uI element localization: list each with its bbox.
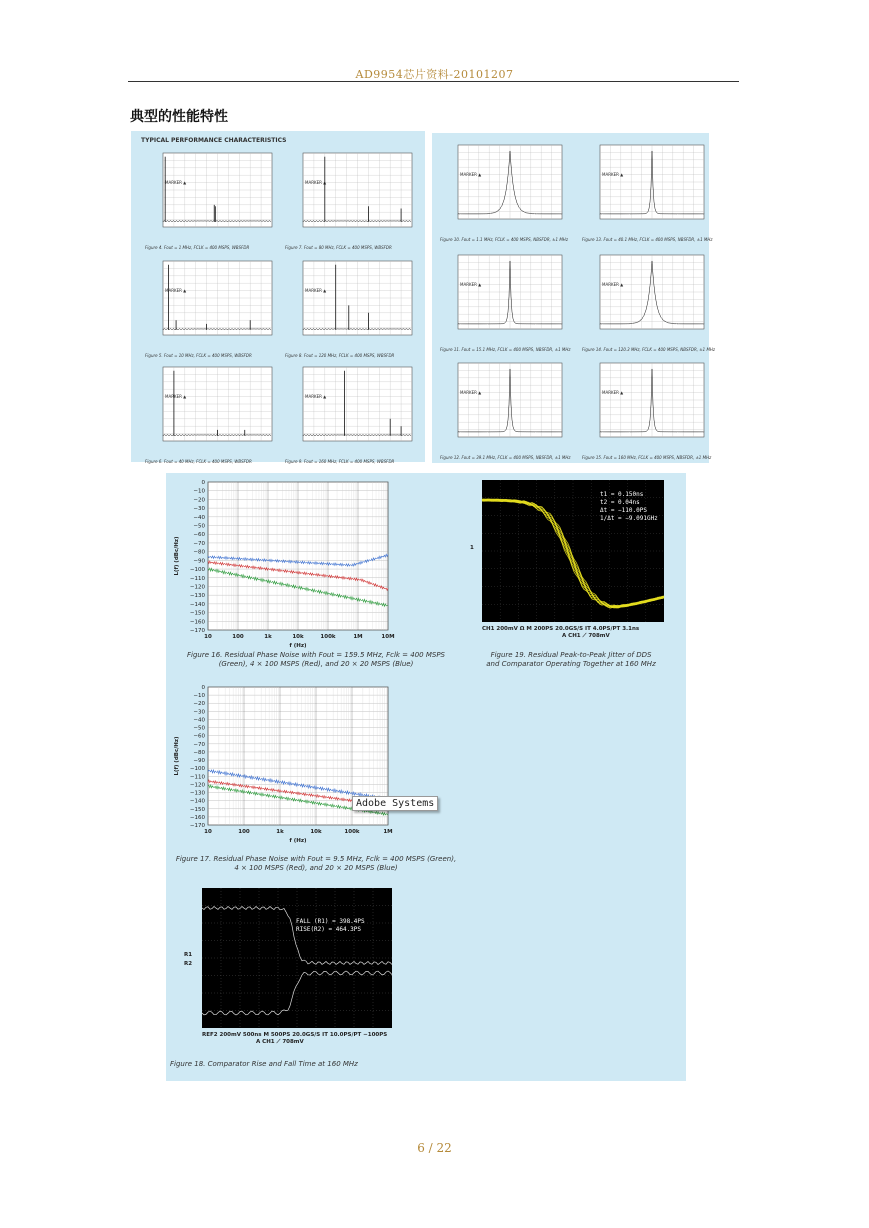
x-tick-label: 100: [238, 829, 250, 835]
fig17-caption: [166, 855, 466, 873]
marker-label: MARKER ▲: [602, 390, 624, 396]
panel-phase-noise: [166, 473, 686, 1081]
tooltip-popup: Adobe Systems: [352, 796, 438, 811]
scope-readout: t2 = 0.04ns: [600, 499, 640, 506]
y-tick-label: −90: [193, 758, 205, 765]
marker-label: MARKER ▲: [165, 394, 187, 400]
plot-caption: Figure 15. Fout = 160 MHz, FCLK = 400 MSPS, NBSFDR, ±1 MHz: [582, 455, 712, 460]
y-tick-label: −50: [193, 725, 205, 732]
x-tick-label: 1k: [276, 829, 284, 835]
y-tick-label: −30: [193, 506, 205, 513]
fig16-caption: [166, 651, 466, 669]
panel-title: TYPICAL PERFORMANCE CHARACTERISTICS: [141, 137, 287, 144]
y-tick-label: −60: [193, 733, 205, 740]
fig16-caption-line1: Figure 16. Residual Phase Noise with Fout = 159.5 MHz, Fclk = 400 MSPS: [187, 651, 445, 659]
y-tick-label: −70: [193, 540, 205, 547]
y-tick-label: −130: [189, 593, 205, 600]
plot-caption: Figure 5. Fout = 10 MHz, FCLK = 400 MSPS, WBSFDR: [145, 353, 252, 358]
y-axis-label: L(f) (dBc/Hz): [174, 736, 180, 776]
marker-label: MARKER ▲: [460, 390, 482, 396]
fig16-chart: [166, 473, 466, 673]
y-tick-label: −30: [193, 709, 205, 716]
plot-caption: Figure 12. Fout = 39.1 MHz, FCLK = 400 MSPS, NBSFDR, ±1 MHz: [440, 455, 571, 460]
y-tick-label: −160: [189, 619, 205, 626]
x-tick-label: 10k: [310, 829, 322, 835]
fall-readout: FALL (R1) = 398.4PS: [296, 918, 365, 925]
marker-label: MARKER ▲: [305, 180, 327, 186]
plot-caption: Figure 8. Fout = 120 MHz, FCLK = 400 MSPS, WBSFDR: [285, 353, 395, 358]
y-tick-label: −140: [189, 798, 205, 805]
y-tick-label: −90: [193, 558, 205, 565]
y-tick-label: −120: [189, 584, 205, 591]
y-tick-label: −110: [189, 774, 205, 781]
y-tick-label: 0: [201, 685, 205, 691]
spectrum-plot: [141, 359, 276, 467]
scope-settings: REF2 200mV 500ns M 500PS 20.0GS/S IT 10.0PS/PT −100PS: [202, 1032, 388, 1038]
plot-caption: Figure 7. Fout = 80 MHz, FCLK = 400 MSPS, WBSFDR: [285, 245, 392, 250]
channel-marker: 1: [470, 545, 474, 551]
x-tick-label: 1k: [264, 634, 272, 640]
y-tick-label: −40: [193, 514, 205, 521]
header-rule: [128, 81, 739, 82]
spectrum-plot: [281, 145, 416, 253]
y-axis-label: L(f) (dBc/Hz): [174, 536, 180, 576]
page-number: 6 / 22: [417, 1141, 452, 1155]
section-title: 典型的性能特性: [130, 109, 228, 125]
plot-caption: Figure 10. Fout = 1.1 MHz, FCLK = 400 MSPS, NBSFDR, ±1 MHz: [440, 237, 568, 242]
plot-caption: Figure 9. Fout = 160 MHz, FCLK = 400 MSPS, WBSFDR: [285, 459, 395, 464]
x-tick-label: 1M: [353, 634, 363, 640]
plot-caption: Figure 14. Fout = 120.3 MHz, FCLK = 400 MSPS, NBSFDR, ±1 MHz: [582, 347, 716, 352]
marker-label: MARKER ▲: [602, 172, 624, 178]
fig17-caption-line1: Figure 17. Residual Phase Noise with Fout = 9.5 MHz, Fclk = 400 MSPS (Green),: [175, 855, 457, 863]
fig17-caption-line2: 4 × 100 MSPS (Red), and 20 × 20 MSPS (Blue): [234, 864, 398, 872]
x-tick-label: 10M: [381, 634, 395, 640]
fig19-caption: [466, 651, 676, 669]
spectrum-plot: [578, 247, 716, 355]
marker-label: MARKER ▲: [165, 180, 187, 186]
spectrum-plot: [281, 253, 416, 361]
rise-readout: RISE(R2) = 464.3PS: [296, 926, 362, 933]
scope-trigger: A CH1 ⟋ 708mV: [256, 1039, 304, 1045]
y-tick-label: −100: [189, 766, 205, 773]
scope-readout: Δt = −110.0PS: [600, 507, 647, 514]
y-tick-label: −40: [193, 717, 205, 724]
fig18-scope: [184, 888, 414, 1053]
y-tick-label: −100: [189, 567, 205, 574]
x-tick-label: 100: [232, 634, 244, 640]
panel-nbsfdr: [432, 133, 716, 463]
plot-caption: Figure 11. Fout = 15.1 MHz, FCLK = 400 MSPS, NBSFDR, ±1 MHz: [440, 347, 571, 352]
spectrum-plot: [578, 355, 712, 463]
y-tick-label: −170: [189, 628, 205, 634]
y-tick-label: −120: [189, 782, 205, 789]
fig19-scope: [470, 480, 664, 639]
y-tick-label: −50: [193, 523, 205, 530]
marker-label: MARKER ▲: [602, 282, 624, 288]
fig18-caption: Figure 18. Comparator Rise and Fall Time at 160 MHz: [170, 1060, 358, 1068]
y-tick-label: −60: [193, 532, 205, 539]
scope-trigger: A CH1 ⟋ 708mV: [562, 633, 610, 639]
x-tick-label: 10k: [292, 634, 304, 640]
panel-wbsfdr: [131, 131, 425, 462]
y-tick-label: −150: [189, 806, 205, 813]
x-tick-label: 10: [204, 634, 212, 640]
plot-caption: Figure 13. Fout = 40.1 MHz, FCLK = 400 MSPS, NBSFDR, ±1 MHz: [582, 237, 713, 242]
x-tick-label: 100k: [344, 829, 360, 835]
spectrum-plot: [436, 355, 571, 463]
y-tick-label: −70: [193, 741, 205, 748]
y-tick-label: −20: [193, 701, 205, 708]
y-tick-label: −170: [189, 823, 205, 829]
spectrum-plot: [578, 137, 713, 245]
y-tick-label: −10: [193, 488, 205, 495]
scope-settings: CH1 200mV Ω M 200PS 20.0GS/S IT 4.0PS/PT 3.1ns: [482, 626, 640, 632]
fig19-caption-line2: and Comparator Operating Together at 160 MHz: [486, 660, 656, 668]
marker-label: MARKER ▲: [165, 288, 187, 294]
y-tick-label: −80: [193, 749, 205, 756]
x-tick-label: 100k: [320, 634, 336, 640]
marker-label: MARKER ▲: [460, 282, 482, 288]
spectrum-plot: [141, 253, 276, 361]
plot-caption: Figure 6. Fout = 40 MHz, FCLK = 400 MSPS, WBSFDR: [145, 459, 252, 464]
fig16-caption-line2: (Green), 4 × 100 MSPS (Red), and 20 × 20 MSPS (Blue): [218, 660, 414, 668]
scope-readout: 1/Δt = −9.091GHz: [600, 515, 658, 522]
y-tick-label: 0: [201, 480, 205, 486]
marker-label: MARKER ▲: [460, 172, 482, 178]
fig19-caption-line1: Figure 19. Residual Peak-to-Peak Jitter of DDS: [490, 651, 652, 659]
spectrum-plot: [436, 137, 566, 245]
x-tick-label: 10: [204, 829, 212, 835]
y-tick-label: −160: [189, 814, 205, 821]
y-tick-label: −10: [193, 693, 205, 700]
scope-readout: t1 = 0.150ns: [600, 491, 644, 498]
y-tick-label: −150: [189, 610, 205, 617]
x-axis-label: f (Hz): [289, 838, 307, 844]
y-tick-label: −130: [189, 790, 205, 797]
marker-label: MARKER ▲: [305, 394, 327, 400]
y-tick-label: −80: [193, 549, 205, 556]
x-axis-label: f (Hz): [289, 643, 307, 649]
marker-label: MARKER ▲: [305, 288, 327, 294]
spectrum-plot: [141, 145, 276, 253]
plot-caption: Figure 4. Fout = 1 MHz, FCLK = 400 MSPS, WBSFDR: [145, 245, 250, 250]
y-tick-label: −110: [189, 575, 205, 582]
r2-marker: R2: [184, 961, 193, 967]
x-tick-label: 1M: [383, 829, 393, 835]
fig17-chart: [166, 678, 466, 858]
page-header: AD9954芯片资料-20101207: [355, 68, 514, 81]
y-tick-label: −140: [189, 601, 205, 608]
spectrum-plot: [436, 247, 571, 355]
spectrum-plot: [281, 359, 416, 467]
r1-marker: R1: [184, 952, 193, 958]
y-tick-label: −20: [193, 497, 205, 504]
